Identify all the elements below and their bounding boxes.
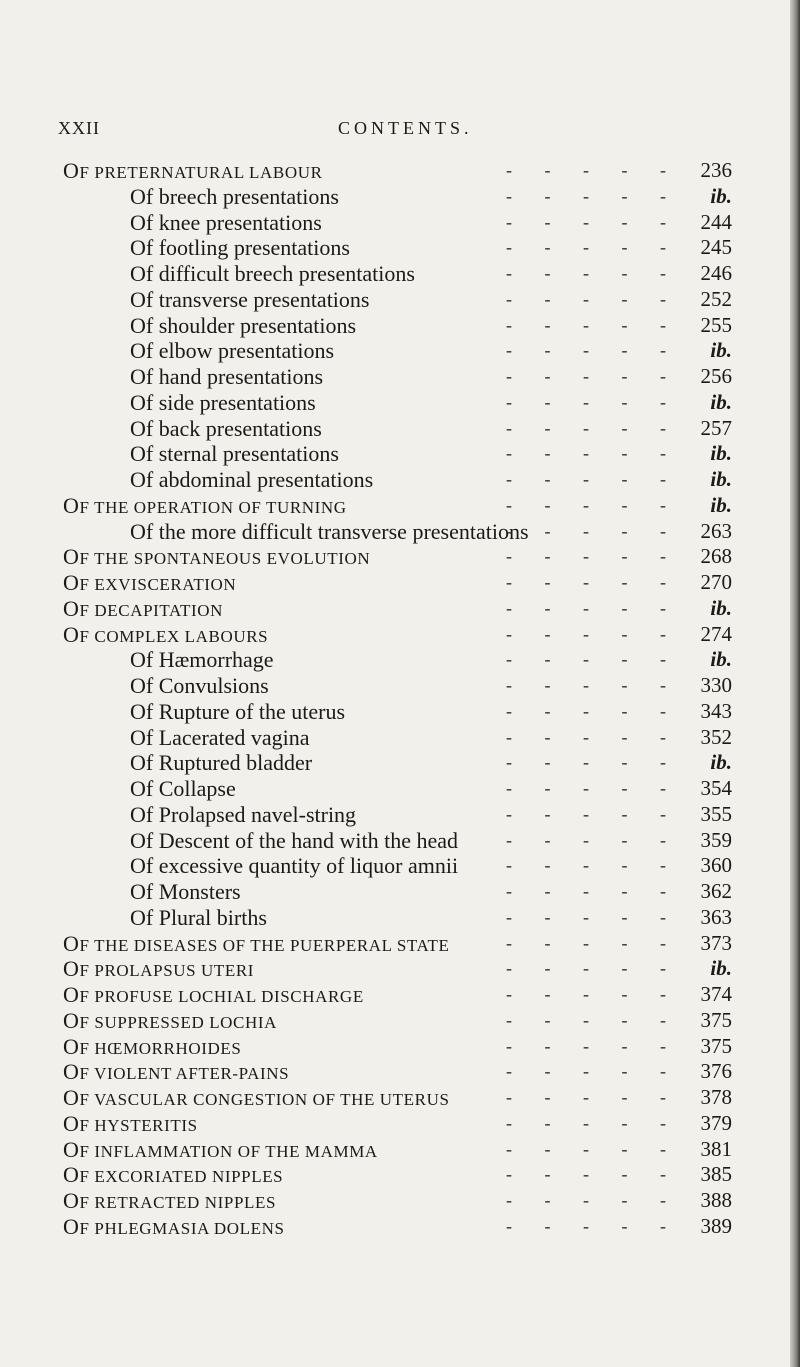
toc-entry-label: OF VASCULAR CONGESTION OF THE UTERUS [63, 1085, 450, 1110]
toc-entry-label: Of Ruptured bladder [130, 750, 313, 776]
leader-dashes: - - - - - [506, 263, 680, 283]
toc-entry-label: Of transverse presentations [130, 286, 370, 312]
page-edge [790, 0, 800, 1367]
toc-entry[interactable] [0, 210, 790, 236]
leader-dashes: - - - - - [506, 803, 680, 824]
leader-dashes: - - - - - [506, 1112, 680, 1133]
toc-entry[interactable] [0, 1188, 790, 1214]
toc-entry-page: 354 [700, 776, 732, 800]
toc-entry[interactable] [0, 416, 790, 442]
toc-entry-page: ib. [710, 956, 732, 981]
toc-entry[interactable] [0, 493, 790, 519]
leader-dashes: - - - - - [506, 623, 680, 644]
toc-entry-label: OF DECAPITATION [63, 595, 224, 621]
toc-entry-label: Of Collapse [130, 776, 236, 801]
leader-dashes: - - - - - [506, 1061, 680, 1082]
toc-entry[interactable] [0, 622, 790, 648]
leader-dashes: - - - - - [506, 726, 680, 747]
toc-entry-page: 257 [700, 415, 732, 440]
toc-entry-page: 385 [700, 1162, 732, 1187]
toc-entry[interactable] [0, 1008, 790, 1034]
leader-dashes: - - - - - [506, 417, 680, 438]
leader-dashes: - - - - - [506, 494, 680, 515]
toc-entry-label: Of difficult breech presentations [130, 261, 415, 286]
toc-entry-label: OF VIOLENT AFTER-PAINS [63, 1059, 290, 1085]
leader-dashes: - - - - - [506, 1215, 680, 1236]
leader-dashes: - - - - - [506, 1190, 680, 1210]
toc-entry[interactable] [0, 519, 790, 545]
toc-entry-page: 274 [700, 621, 732, 646]
toc-entry-page: 255 [700, 312, 732, 337]
toc-entry-label: Of Convulsions [130, 673, 269, 698]
toc-entry-page: 374 [700, 982, 732, 1006]
leader-dashes: - - - - - [506, 1009, 680, 1030]
toc-entry-page: ib. [710, 338, 732, 363]
toc-entry-label: Of knee presentations [130, 209, 322, 235]
toc-entry-page: 245 [700, 235, 732, 260]
toc-entry[interactable] [0, 828, 790, 854]
toc-entry[interactable] [0, 390, 790, 416]
toc-entry-label: Of back presentations [130, 415, 322, 441]
toc-entry-page: 376 [700, 1059, 732, 1084]
toc-entry-page: 252 [700, 286, 732, 311]
toc-entry-label: OF COMPLEX LABOURS [63, 621, 269, 647]
leader-dashes: - - - - - [506, 546, 680, 567]
toc-entry-label: Of breech presentations [130, 183, 339, 209]
toc-entry-label: OF SUPPRESSED LOCHIA [63, 1007, 278, 1033]
leader-dashes: - - - - - [506, 1087, 680, 1107]
toc-entry-page: 363 [700, 904, 732, 929]
leader-dashes: - - - - - [506, 675, 680, 695]
toc-entry-label: Of shoulder presentations [130, 312, 357, 338]
toc-entry[interactable] [0, 184, 790, 210]
toc-entry[interactable] [0, 673, 790, 699]
toc-entry-label: OF HYSTERITIS [63, 1110, 198, 1136]
toc-entry-page: 375 [700, 1007, 732, 1032]
toc-entry-label: Of Hæmorrhage [130, 647, 274, 673]
toc-entry-label: Of excessive quantity of liquor amnii [130, 853, 459, 879]
leader-dashes: - - - - - [506, 469, 680, 489]
leader-dashes: - - - - - [506, 984, 680, 1004]
toc-entry[interactable] [0, 931, 790, 957]
toc-entry[interactable] [0, 1034, 790, 1060]
toc-entry[interactable] [0, 261, 790, 287]
toc-entry-page: 343 [700, 698, 732, 723]
toc-entry-page: 359 [700, 827, 732, 852]
toc-entry-label: Of side presentations [130, 389, 316, 415]
toc-entry-label: OF THE OPERATION OF TURNING [63, 492, 347, 518]
leader-dashes: - - - - - [506, 160, 680, 180]
toc-entry[interactable] [0, 158, 790, 184]
toc-entry[interactable] [0, 802, 790, 828]
toc-entry-page: 355 [700, 801, 732, 826]
toc-entry-label: Of hand presentations [130, 364, 324, 389]
toc-entry-page: 360 [700, 853, 732, 878]
toc-entry-label: OF EXCORIATED NIPPLES [63, 1162, 284, 1188]
toc-entry[interactable] [0, 1085, 790, 1111]
toc-entry-page: ib. [710, 183, 732, 208]
toc-entry-label: Of Plural births [130, 904, 267, 930]
toc-entry-label: Of Monsters [130, 879, 241, 904]
toc-entry-label: OF PROLAPSUS UTERI [63, 956, 255, 982]
leader-dashes: - - - - - [506, 340, 680, 361]
leader-dashes: - - - - - [506, 572, 680, 592]
toc-entry-page: 375 [700, 1033, 732, 1058]
leader-dashes: - - - - - [506, 185, 680, 206]
toc-entry[interactable] [0, 776, 790, 802]
leader-dashes: - - - - - [506, 391, 680, 412]
toc-entry[interactable] [0, 725, 790, 751]
leader-dashes: - - - - - [506, 855, 680, 876]
toc-entry-page: 373 [700, 930, 732, 955]
toc-entry[interactable] [0, 1162, 790, 1188]
toc-entry[interactable] [0, 235, 790, 261]
leader-dashes: - - - - - [506, 649, 680, 670]
leader-dashes: - - - - - [506, 314, 680, 335]
toc-entry-label: OF HŒMORRHOIDES [63, 1033, 242, 1059]
toc-entry-page: ib. [710, 389, 732, 414]
toc-entry[interactable] [0, 750, 790, 776]
toc-entry-page: 256 [700, 364, 732, 388]
toc-entry-label: Of Rupture of the uterus [130, 698, 346, 724]
toc-entry[interactable] [0, 699, 790, 725]
leader-dashes: - - - - - [506, 1164, 680, 1185]
toc-entry-label: Of elbow presentations [130, 338, 335, 364]
toc-entry-page: 246 [700, 261, 732, 285]
leader-dashes: - - - - - [506, 211, 680, 232]
toc-entry[interactable] [0, 1214, 790, 1240]
leader-dashes: - - - - - [506, 1035, 680, 1056]
toc-entry-page: 381 [700, 1136, 732, 1161]
toc-entry-label: Of sternal presentations [130, 441, 339, 467]
leader-dashes: - - - - - [506, 597, 680, 618]
toc-entry[interactable] [0, 287, 790, 313]
toc-entry-label: OF PHLEGMASIA DOLENS [63, 1213, 285, 1239]
leader-dashes: - - - - - [506, 366, 680, 386]
leader-dashes: - - - - - [506, 958, 680, 979]
toc-entry[interactable] [0, 982, 790, 1008]
toc-entry-page: ib. [710, 750, 732, 775]
page-title: CONTENTS. [338, 118, 473, 138]
toc-entry-page: 244 [700, 209, 732, 234]
toc-entry[interactable] [0, 647, 790, 673]
toc-entry-page: 389 [700, 1213, 732, 1238]
page-folio: XXII [58, 118, 100, 138]
leader-dashes: - - - - - [506, 829, 680, 850]
toc-entry-label: Of the more difficult transverse presentations [130, 518, 529, 544]
toc-entry[interactable] [0, 956, 790, 982]
toc-entry-label: Of Lacerated vagina [130, 724, 310, 750]
toc-entry-label: Of Prolapsed navel-string [130, 801, 357, 827]
toc-entry[interactable] [0, 313, 790, 339]
toc-entry-page: ib. [710, 647, 732, 672]
leader-dashes: - - - - - [506, 906, 680, 927]
toc-entry-page: 378 [700, 1085, 732, 1109]
toc-entry[interactable] [0, 467, 790, 493]
toc-entry-label: OF THE DISEASES OF THE PUERPERAL STATE [63, 930, 450, 956]
toc-entry[interactable] [0, 570, 790, 596]
toc-entry-page: 270 [700, 570, 732, 594]
toc-entry-label: Of footling presentations [130, 235, 350, 261]
table-of-contents [0, 158, 790, 1240]
toc-entry[interactable] [0, 905, 790, 931]
toc-entry[interactable] [0, 1059, 790, 1085]
leader-dashes: - - - - - [506, 520, 680, 541]
toc-entry-label: OF PROFUSE LOCHIAL DISCHARGE [63, 982, 364, 1007]
toc-entry[interactable] [0, 364, 790, 390]
toc-entry-page: ib. [710, 441, 732, 466]
toc-entry-label: Of Descent of the hand with the head [130, 827, 459, 853]
toc-entry-page: 236 [700, 158, 732, 182]
toc-entry-page: 268 [700, 544, 732, 569]
toc-entry[interactable] [0, 596, 790, 622]
toc-entry-page: ib. [710, 467, 732, 491]
leader-dashes: - - - - - [506, 1138, 680, 1159]
toc-entry[interactable] [0, 441, 790, 467]
toc-entry-label: OF EXVISCERATION [63, 570, 237, 595]
toc-entry-page: ib. [710, 595, 732, 620]
leader-dashes: - - - - - [506, 932, 680, 953]
leader-dashes: - - - - - [506, 752, 680, 773]
toc-entry-label: OF RETRACTED NIPPLES [63, 1188, 277, 1213]
toc-entry-label: Of abdominal presentations [130, 467, 374, 492]
toc-entry-page: 352 [700, 724, 732, 749]
leader-dashes: - - - - - [506, 443, 680, 464]
leader-dashes: - - - - - [506, 778, 680, 798]
toc-entry[interactable] [0, 853, 790, 879]
toc-entry-label: OF THE SPONTANEOUS EVOLUTION [63, 544, 371, 570]
toc-entry-page: 362 [700, 879, 732, 903]
toc-entry-label: OF PRETERNATURAL LABOUR [63, 158, 323, 183]
toc-entry[interactable] [0, 544, 790, 570]
leader-dashes: - - - - - [506, 288, 680, 309]
toc-entry-page: 263 [700, 518, 732, 543]
leader-dashes: - - - - - [506, 237, 680, 258]
toc-entry-page: 379 [700, 1110, 732, 1135]
toc-entry-page: 388 [700, 1188, 732, 1212]
toc-entry-page: 330 [700, 673, 732, 697]
leader-dashes: - - - - - [506, 700, 680, 721]
toc-entry[interactable] [0, 1111, 790, 1137]
toc-entry-label: OF INFLAMMATION OF THE MAMMA [63, 1136, 378, 1162]
leader-dashes: - - - - - [506, 881, 680, 901]
toc-entry[interactable] [0, 338, 790, 364]
running-head [58, 118, 618, 140]
toc-entry-page: ib. [710, 492, 732, 517]
toc-entry[interactable] [0, 1137, 790, 1163]
toc-entry[interactable] [0, 879, 790, 905]
